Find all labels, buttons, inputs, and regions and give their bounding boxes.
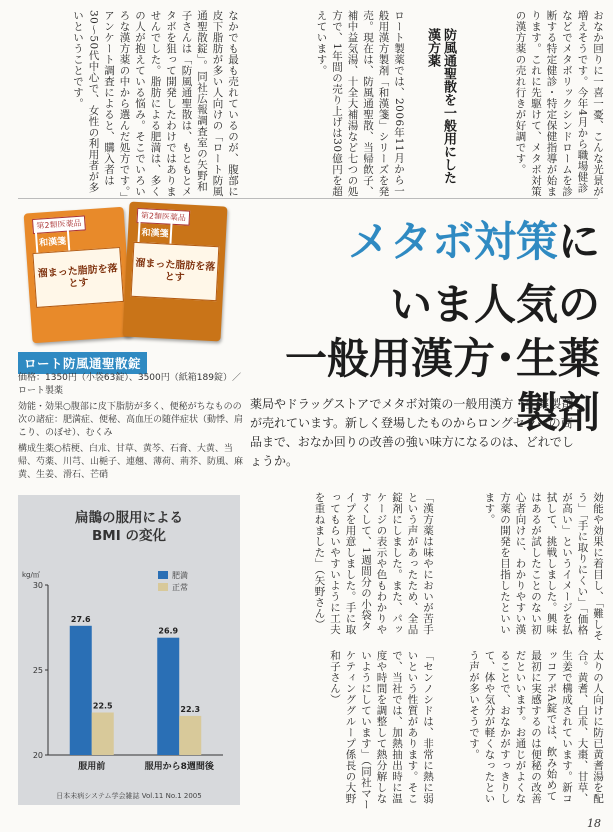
chart-title-line-1: 扁鵲の服用による (75, 510, 183, 526)
chart-title (18, 509, 240, 545)
data-label: 22.3 (180, 704, 201, 714)
package-image (123, 202, 228, 342)
section-heading: 防風通聖散を一般用にした漢方薬 (425, 28, 456, 184)
chart-title-line-2: BMI の変化 (92, 528, 166, 544)
article-column-8: 「センノシドは、非常に熱に弱いという性質があります。そこで、当社では、加熱抽出時に温度や時間を調整して熱分解しないようにしています」（同社マーケティンググループ係長の大野和子さん） (329, 650, 434, 810)
x-tick-label: 服用から8週間後 (144, 762, 214, 772)
package-image (24, 207, 133, 344)
article-column-5: 「漢方薬は味やにおいが苦手という声があったため、全品錠剤にしました。また、パッケージの表示や色もわかりやすくして、1週間分の小袋タイプを用意しました。手に取ってもらいやすいように工夫を重ねました」（矢野さん） (313, 492, 434, 635)
package-logo: 和漢箋 (137, 218, 172, 246)
y-tick-label: 20 (32, 751, 43, 760)
bar (157, 638, 179, 755)
page-number: 18 (587, 817, 601, 830)
data-label: 26.9 (158, 626, 179, 636)
x-tick-label: 服用前 (78, 762, 106, 772)
title-accent: メタボ対策 (347, 217, 558, 266)
product-photo (18, 200, 238, 345)
article-column-2: ロート製薬では、2006年11月から一般用漢方製剤「和漢箋」シリーズを発売。現在は、防風通聖散、当帰飲子、補中益気湯、十全大補湯など七つの処方で、1年間の売り上げは30億円を超えています。 (315, 10, 405, 197)
product-effect: 効能・効果○腹部に皮下脂肪が多く、便秘がちなものの次の諸症：肥満症、便秘、高血圧の随伴症状（動悸、肩こり、のぼせ）、むくみ (18, 402, 244, 438)
bmi-chart-box (18, 495, 240, 805)
article-column-1: おなか回りに一喜一憂、こんな光景が増えそうです。今年4月から職場健診などでメタボリックシンドロームを診断する特定健診・特定保健指導が始まります。これに先駆けて、メタボ対策の漢方薬の売れ行きが好調です。 (514, 10, 604, 197)
product-name: ロート防風通聖散錠 (18, 352, 147, 374)
y-tick-label: 30 (32, 581, 43, 590)
legend-label: 肥満 (172, 571, 188, 580)
y-tick-label: 25 (32, 666, 43, 675)
article-column-3: なかでも最も売れているのが、腹部に皮下脂肪が多い人向けの「ロート防風通聖散錠」。同社広報調査室の矢野和子さんは「防風通聖散は、もともとメタボを狙って開発したわけではありませんでした。脂肪による肥満は、多くの人が抱えている悩み。そこでいろいろな漢方薬の中から選んだ処方です。」アンケート調査によると、購入者は30〜50代中心で、女性の利用者が多いということです。 (72, 10, 239, 198)
legend-label: 正常 (172, 583, 188, 592)
legend-swatch (158, 571, 168, 579)
package-label: 溜まった脂肪を落とす (131, 242, 220, 301)
package-label: 溜まった脂肪を落とす (32, 247, 124, 308)
package-tag: 第2類医薬品 (136, 208, 190, 226)
title-line-3: 一般用漢方･生薬製剤 (284, 334, 600, 437)
article-column-4: 効能や効果に着目し、「難しそう」「手に取りにくい」「価格が高い」というイメージを払拭して、挑戦しました。興味はあるが試したことのない初心者向けに、わかりやすい漢方薬の開発を目指したといいます。 (483, 492, 604, 641)
y-axis-unit: kg/㎡ (22, 571, 40, 579)
divider (18, 198, 598, 199)
data-label: 22.5 (92, 701, 113, 711)
title-line-2: いま人気の (389, 280, 600, 329)
bar (179, 716, 201, 755)
bar (70, 626, 92, 755)
package-logo: 和漢箋 (35, 227, 71, 255)
package-tag: 第2類医薬品 (32, 215, 86, 234)
product-price: 価格：1350円（小袋63錠）、3500円（紙箱189錠）／ロート製薬 (18, 373, 241, 396)
product-ingredients: 構成生薬○桔梗、白朮、甘草、黄芩、石膏、大黄、当帰、芍薬、川芎、山梔子、連翹、薄荷、荊芥、防風、麻黄、生姜、滑石、芒硝 (18, 444, 244, 480)
data-label: 27.6 (70, 614, 91, 624)
legend-swatch (158, 583, 168, 591)
bar (92, 713, 114, 756)
title-part: に (557, 217, 600, 266)
chart-source: 日本未病システム学会雑誌 Vol.11 No.1 2005 (56, 792, 202, 800)
bmi-chart (18, 545, 240, 815)
lead-paragraph: 薬局やドラッグストアでメタボ対策の一般用漢方・生薬製剤が売れています。新しく登場したものからロングセラーの商品まで、おなか回りの改善の強い味方になるのは、どれでしょうか。 (250, 397, 574, 468)
product-info (18, 372, 243, 485)
article-column-7: 太りの人向けに防已黄耆湯を配合。黄耆、白朮、大棗、甘草、生姜で構成されています。新コッコアポA錠では、飲み始めて最初に実感するのは便秘の改善だといいます。お通じがよくなることで、おなかがすっきりして、体や気分が軽くなったという声が多いそうです。 (468, 650, 604, 804)
